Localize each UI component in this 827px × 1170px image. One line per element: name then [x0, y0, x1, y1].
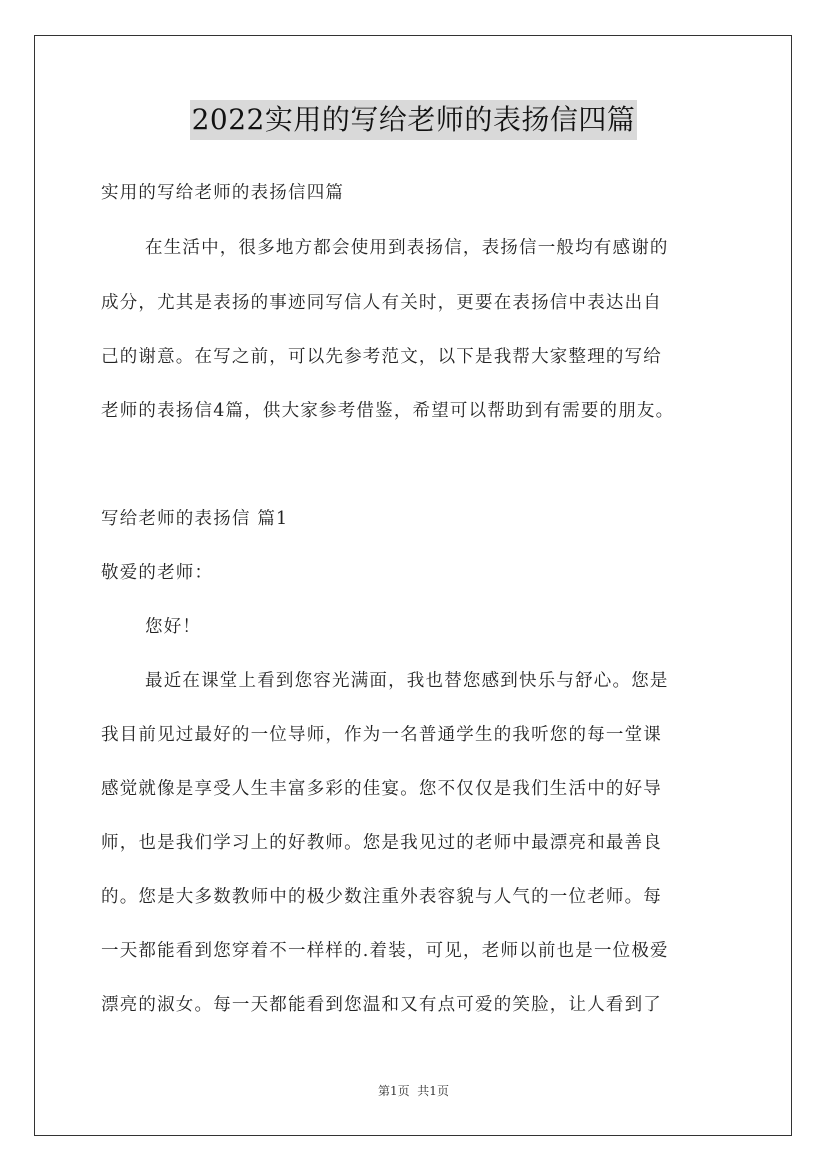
intro-line-4: 老师的表扬信4篇，供大家参考借鉴，希望可以帮助到有需要的朋友。	[101, 401, 675, 421]
section-heading: 写给老师的表扬信 篇1	[101, 509, 289, 529]
document-subtitle: 实用的写给老师的表扬信四篇	[101, 183, 345, 203]
intro-line-3: 己的谢意。在写之前，可以先参考范文，以下是我帮大家整理的写给	[101, 347, 662, 367]
document-title: 2022实用的写给老师的表扬信四篇	[190, 100, 638, 140]
body-line-2: 我目前见过最好的一位导师，作为一名普通学生的我听您的每一堂课	[101, 725, 662, 745]
body-line-1: 最近在课堂上看到您容光满面，我也替您感到快乐与舒心。您是	[145, 671, 669, 691]
body-line-5: 的。您是大多数教师中的极少数注重外表容貌与人气的一位老师。每	[101, 887, 662, 907]
title-container	[0, 100, 827, 140]
body-line-6: 一天都能看到您穿着不一样样的.着装，可见，老师以前也是一位极爱	[101, 941, 669, 961]
salutation: 敬爱的老师：	[101, 563, 214, 583]
greeting: 您好！	[145, 617, 202, 637]
intro-line-1: 在生活中，很多地方都会使用到表扬信，表扬信一般均有感谢的	[145, 238, 669, 258]
body-line-4: 师，也是我们学习上的好教师。您是我见过的老师中最漂亮和最善良	[101, 833, 662, 853]
body-line-7: 漂亮的淑女。每一天都能看到您温和又有点可爱的笑脸，让人看到了	[101, 995, 662, 1015]
page-footer: 第1页 共1页	[378, 1084, 449, 1098]
intro-line-2: 成分，尤其是表扬的事迹同写信人有关时，更要在表扬信中表达出自	[101, 293, 662, 313]
body-line-3: 感觉就像是享受人生丰富多彩的佳宴。您不仅仅是我们生活中的好导	[101, 779, 662, 799]
